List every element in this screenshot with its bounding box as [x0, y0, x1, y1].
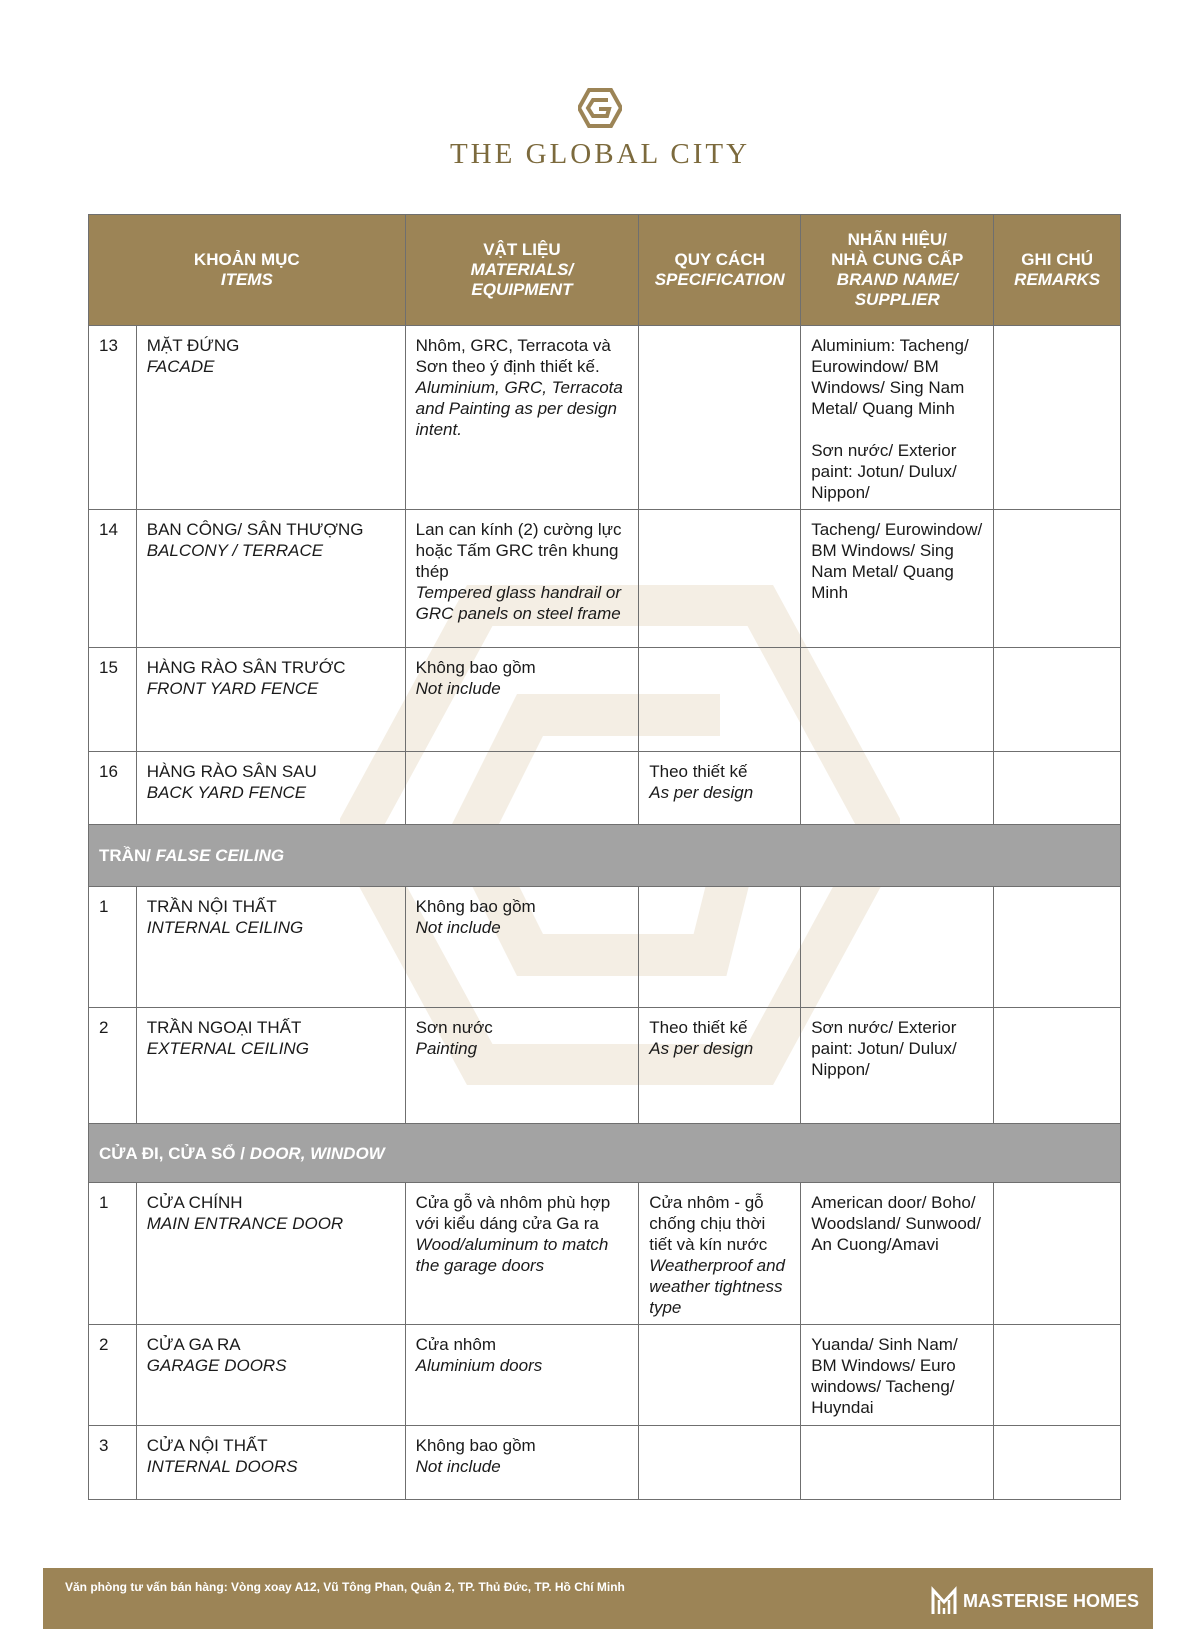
materials-cell: Không bao gồm Not include	[405, 1426, 639, 1500]
remarks-cell	[994, 752, 1121, 825]
spec-cell	[639, 648, 801, 752]
header-materials: VẬT LIỆU MATERIALS/ EQUIPMENT	[405, 215, 639, 326]
specification-table	[88, 214, 1121, 1500]
remarks-cell	[994, 648, 1121, 752]
header-items: KHOẢN MỤC ITEMS	[89, 215, 406, 326]
global-city-logo-icon	[578, 88, 622, 128]
item-cell: BAN CÔNG/ SÂN THƯỢNG BALCONY / TERRACE	[136, 510, 405, 648]
item-cell: CỬA GA RA GARAGE DOORS	[136, 1325, 405, 1426]
materials-cell: Không bao gồm Not include	[405, 887, 639, 1008]
brand-cell: Sơn nước/ Exterior paint: Jotun/ Dulux/ Nippon/	[801, 1008, 994, 1124]
remarks-cell	[994, 326, 1121, 510]
table-row	[89, 1426, 1121, 1500]
spec-cell	[639, 1325, 801, 1426]
footer-bar	[43, 1568, 1153, 1629]
brand-cell	[801, 887, 994, 1008]
brand-cell	[801, 752, 994, 825]
brand-cell	[801, 1426, 994, 1500]
remarks-cell	[994, 1426, 1121, 1500]
row-number: 3	[89, 1426, 137, 1500]
item-cell: TRẦN NGOẠI THẤT EXTERNAL CEILING	[136, 1008, 405, 1124]
table-row	[89, 510, 1121, 648]
brand-cell: American door/ Boho/ Woodsland/ Sunwood/ An Cuong/Amavi	[801, 1183, 994, 1325]
row-number: 16	[89, 752, 137, 825]
table-row	[89, 887, 1121, 1008]
table-row	[89, 326, 1121, 510]
item-cell: HÀNG RÀO SÂN TRƯỚC FRONT YARD FENCE	[136, 648, 405, 752]
table-header-row	[89, 215, 1121, 326]
spec-cell: Cửa nhôm - gỗ chống chịu thời tiết và kín nước Weatherproof and weather tightness type	[639, 1183, 801, 1325]
brand-logo	[0, 88, 1200, 171]
materials-cell: Nhôm, GRC, Terracota và Sơn theo ý định thiết kế. Aluminium, GRC, Terracota and Painting as per design intent.	[405, 326, 639, 510]
remarks-cell	[994, 1008, 1121, 1124]
row-number: 13	[89, 326, 137, 510]
materials-cell: Sơn nước Painting	[405, 1008, 639, 1124]
row-number: 1	[89, 1183, 137, 1325]
spec-cell	[639, 1426, 801, 1500]
materials-cell	[405, 752, 639, 825]
table-row	[89, 648, 1121, 752]
row-number: 1	[89, 887, 137, 1008]
table-row	[89, 1325, 1121, 1426]
row-number: 14	[89, 510, 137, 648]
materials-cell: Cửa gỗ và nhôm phù hợp với kiểu dáng cửa Ga ra Wood/aluminum to match the garage doors	[405, 1183, 639, 1325]
sales-office-address: Văn phòng tư vấn bán hàng: Vòng xoay A12, Vũ Tông Phan, Quận 2, TP. Thủ Đức, TP. Hồ Chí Minh	[65, 1580, 625, 1594]
remarks-cell	[994, 1325, 1121, 1426]
brand-cell: Tacheng/ Eurowindow/ BM Windows/ Sing Nam Metal/ Quang Minh	[801, 510, 994, 648]
item-cell: HÀNG RÀO SÂN SAU BACK YARD FENCE	[136, 752, 405, 825]
item-cell: MẶT ĐỨNG FACADE	[136, 326, 405, 510]
spec-cell: Theo thiết kế As per design	[639, 1008, 801, 1124]
header-specification: QUY CÁCH SPECIFICATION	[639, 215, 801, 326]
row-number: 15	[89, 648, 137, 752]
spec-cell	[639, 326, 801, 510]
materials-cell: Lan can kính (2) cường lực hoặc Tấm GRC trên khung thép Tempered glass handrail or GRC panels on steel frame	[405, 510, 639, 648]
brand-name: THE GLOBAL CITY	[449, 138, 751, 170]
brand-cell: Aluminium: Tacheng/ Eurowindow/ BM Windows/ Sing Nam Metal/ Quang Minh Sơn nước/ Exterior paint: Jotun/ Dulux/ Nippon/	[801, 326, 994, 510]
spec-cell	[639, 510, 801, 648]
header-remarks: GHI CHÚ REMARKS	[994, 215, 1121, 326]
row-number: 2	[89, 1325, 137, 1426]
masterise-homes-text: MASTERISE HOMES	[962, 1590, 1139, 1611]
remarks-cell	[994, 510, 1121, 648]
spec-cell: Theo thiết kế As per design	[639, 752, 801, 825]
row-number: 2	[89, 1008, 137, 1124]
table-row	[89, 752, 1121, 825]
section-header-door-window: CỬA ĐI, CỬA SỔ / DOOR, WINDOW	[89, 1124, 1121, 1183]
section-header-ceiling: TRẦN/ FALSE CEILING	[89, 825, 1121, 887]
brand-cell: Yuanda/ Sinh Nam/ BM Windows/ Euro windows/ Tacheng/ Huyndai	[801, 1325, 994, 1426]
item-cell: CỬA CHÍNH MAIN ENTRANCE DOOR	[136, 1183, 405, 1325]
remarks-cell	[994, 887, 1121, 1008]
masterise-homes-logo	[931, 1586, 1139, 1616]
masterise-m-icon	[931, 1586, 957, 1616]
spec-cell	[639, 887, 801, 1008]
materials-cell: Không bao gồm Not include	[405, 648, 639, 752]
header-brand: NHÃN HIỆU/ NHÀ CUNG CẤP BRAND NAME/ SUPPLIER	[801, 215, 994, 326]
brand-cell	[801, 648, 994, 752]
item-cell: CỬA NỘI THẤT INTERNAL DOORS	[136, 1426, 405, 1500]
table-row	[89, 1183, 1121, 1325]
materials-cell: Cửa nhôm Aluminium doors	[405, 1325, 639, 1426]
remarks-cell	[994, 1183, 1121, 1325]
table-row	[89, 1008, 1121, 1124]
item-cell: TRẦN NỘI THẤT INTERNAL CEILING	[136, 887, 405, 1008]
